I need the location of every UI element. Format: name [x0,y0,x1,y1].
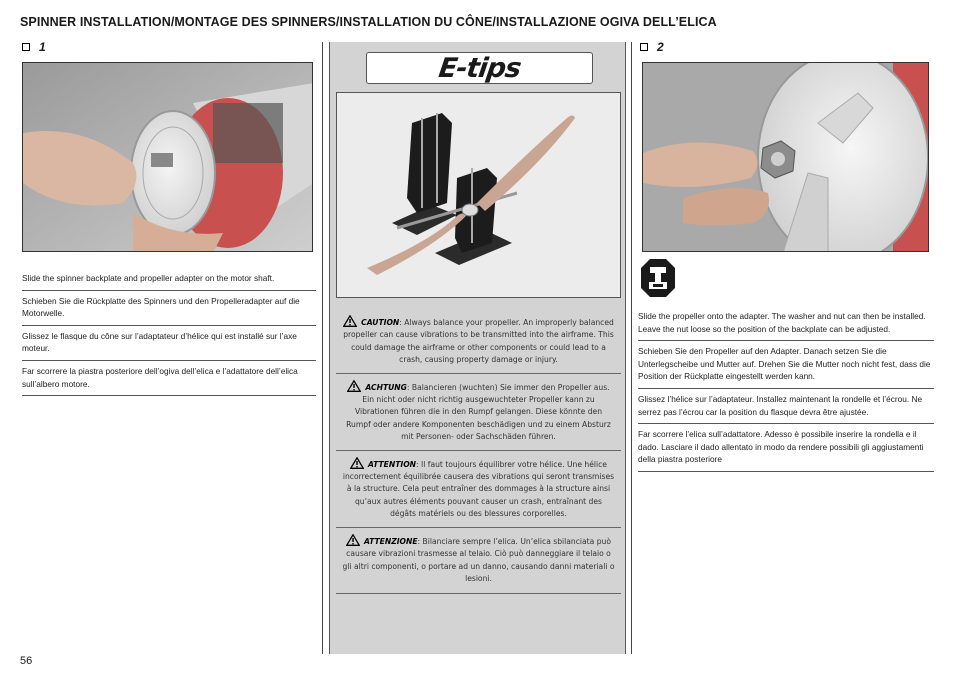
warning-attention [336,451,621,528]
checkbox-icon [22,43,30,51]
instruction-de: Schieben Sie den Propeller auf den Adapter. Danach setzen Sie die Unterlegscheibe und Mutter auf. Drehen Sie die Mutter noch nicht fest, dass die Position der Rückplatte eingestellt werden kann. [638,341,934,389]
warning-attenzione [336,528,621,595]
warning-caution-body: : Always balance your propeller. An improperly balanced propeller can cause vibrations to be transmitted into the airframe. This could damage the airframe or other components or could lead to a crash, causing property damage or injury. [343,318,614,365]
page-number: 56 [20,655,33,667]
tool-wrench-icon [640,258,676,298]
left-text-column [22,272,316,396]
warning-achtung-title: ACHTUNG [365,382,407,392]
warning-triangle-icon [343,315,357,327]
warning-attenzione-title: ATTENZIONE [363,536,418,546]
page-title: SPINNER INSTALLATION/MONTAGE DES SPINNERS/INSTALLATION DU CÔNE/INSTALLAZIONE OGIVA DELL’ELICA [20,15,717,29]
warning-caution-title: CAUTION [361,318,400,327]
step-1-number: 1 [39,40,46,54]
instruction-fr: Glissez le flasque du cône sur l’adaptateur d’hélice qui est installé sur l’axe moteur. [22,326,316,361]
warning-triangle-icon [350,457,364,469]
etips-panel [329,42,626,654]
etips-logo: E-tips [436,52,523,84]
instruction-de: Schieben Sie die Rückplatte des Spinners und den Propelleradapter auf die Motorwelle. [22,291,316,326]
propeller-nut-photo-illustration [643,63,929,252]
warning-triangle-icon [347,380,361,392]
warning-triangle-icon [346,534,360,546]
warning-achtung-body: : Balancieren (wuchten) Sie immer den Propeller aus. Ein nicht oder nicht richtig ausgewuchteter Propeller kann zu Vibrationen führen die in den Rumpf gelangen. Diese könnte den Rumpf oder andere Komponenten beschädigen und zu einem Absturz mit Personen- oder Sachschäden führen. [346,382,611,442]
instruction-it: Far scorrere la piastra posteriore dell’ogiva dell’elica e l’adattatore dell’elica sull’albero motore. [22,361,316,396]
warning-caution [336,309,621,374]
checkbox-icon [640,43,648,51]
column-divider-left [322,42,323,654]
propeller-balancer-illustration [337,93,620,297]
warning-achtung [336,374,621,451]
etips-banner [366,52,593,84]
photo-propeller-nut [642,62,929,252]
step-2-label [640,40,664,54]
step-2-number: 2 [657,40,664,54]
warnings-list [336,309,621,594]
instruction-en: Slide the propeller onto the adapter. The washer and nut can then be installed. Leave the nut loose so the position of the backplate can be adjusted. [638,310,934,341]
column-divider-right [631,42,632,654]
warning-attenzione-body: : Bilanciare sempre l’elica. Un’elica sbilanciata può causare vibrazioni trasmesse al telaio. Ciò può danneggiare il telaio o gli altri componenti, o portare ad un danno, causando danni materiali o lesioni. [342,536,615,583]
instruction-it: Far scorrere l’elica sull’adattatore. Adesso è possibile inserire la rondella e il dado. Lasciare il dado allentato in modo da rendere possibili gli aggiustamenti della piastra posteriore [638,424,934,472]
warning-attention-title: ATTENTION [368,459,417,469]
instruction-en: Slide the spinner backplate and propeller adapter on the motor shaft. [22,272,316,291]
propeller-balancer-photo [336,92,621,298]
instruction-fr: Glissez l’hélice sur l’adaptateur. Installez maintenant la rondelle et l’écrou. Ne serrez pas l’écrou car la position du flasque devra être ajustée. [638,389,934,424]
step-1-label [22,40,46,54]
right-text-column [638,310,934,472]
spinner-backplate-photo-illustration [23,63,313,252]
warning-attention-body: : Il faut toujours équilibrer votre hélice. Une hélice incorrectement équilibrée causera des vibrations qui seront transmises à la structure. Cela peut entraîner des dommages à la structure ainsi qu’aux autres éléments pouvant causer un crash, entraînant des dégâts matériels ou des blessures corporelles. [342,459,615,519]
photo-spinner-backplate [22,62,313,252]
